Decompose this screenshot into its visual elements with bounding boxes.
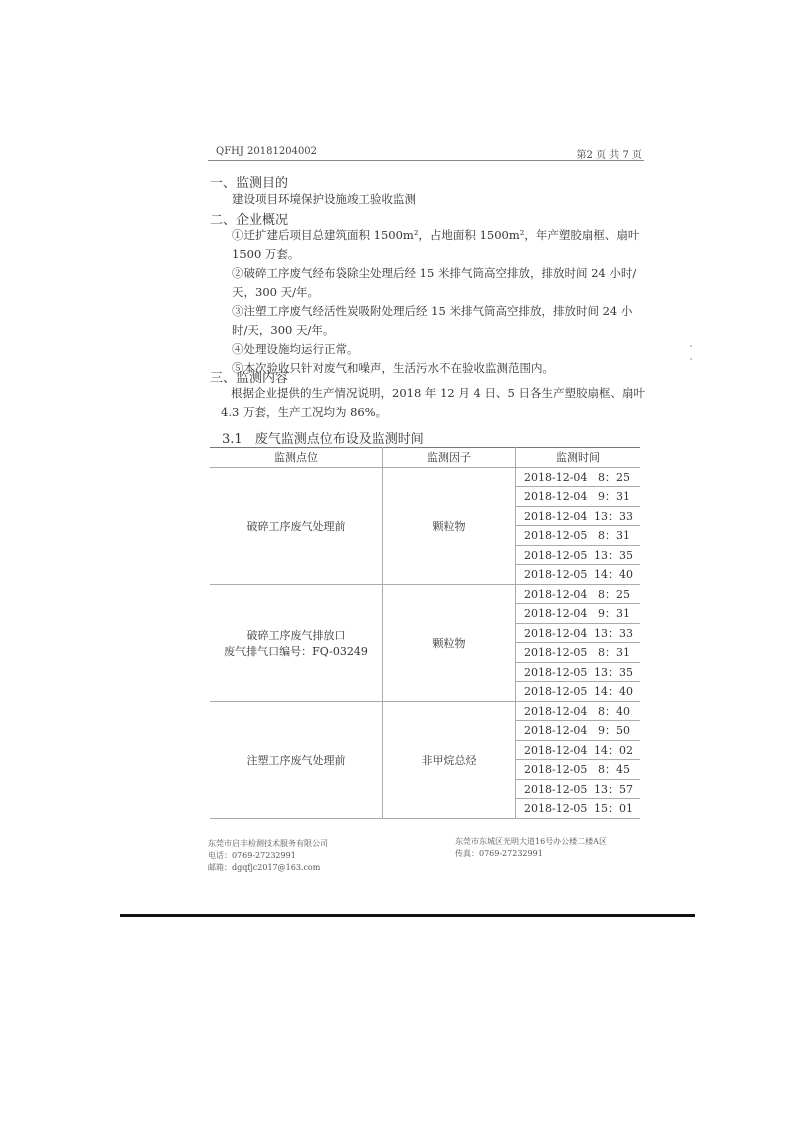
monitoring-date: 2018-12-04 xyxy=(524,724,588,738)
monitoring-time-cell xyxy=(516,604,641,624)
monitoring-clock-time: 9：31 xyxy=(598,607,630,621)
monitoring-factor-cell: 颗粒物 xyxy=(383,467,516,584)
monitoring-clock-time: 14：40 xyxy=(594,685,633,699)
monitoring-clock-time: 13：57 xyxy=(594,782,633,796)
page-bottom-rule xyxy=(120,914,695,917)
footer-company: 东莞市启丰检测技术服务有限公司 xyxy=(208,839,328,848)
monitoring-table xyxy=(210,447,640,819)
footer-left xyxy=(208,838,328,874)
page-header xyxy=(208,146,644,161)
monitoring-time-cell xyxy=(516,545,641,565)
footer-address: 东莞市东城区光明大道16号办公楼二楼A区 xyxy=(455,837,607,846)
monitoring-clock-time: 14：02 xyxy=(594,743,633,757)
monitoring-clock-time: 8：31 xyxy=(598,529,630,543)
doc-number: QFHJ 20181204002 xyxy=(216,146,318,157)
monitoring-date: 2018-12-05 xyxy=(524,529,588,543)
monitoring-point-cell xyxy=(210,701,383,818)
section-1-text: 建设项目环境保护设施竣工验收监测 xyxy=(232,192,416,206)
monitoring-date: 2018-12-04 xyxy=(524,470,588,484)
monitoring-clock-time: 8：25 xyxy=(598,470,630,484)
monitoring-time-cell xyxy=(516,487,641,507)
monitoring-clock-time: 13：33 xyxy=(594,509,633,523)
section-1-title: 一、监测目的 xyxy=(210,176,289,191)
section-2-title: 二、企业概况 xyxy=(210,213,289,228)
monitoring-date: 2018-12-05 xyxy=(524,685,588,699)
monitoring-time-cell xyxy=(516,682,641,702)
monitoring-date: 2018-12-05 xyxy=(524,646,588,660)
monitoring-time-cell xyxy=(516,662,641,682)
monitoring-time-cell xyxy=(516,701,641,721)
monitoring-date: 2018-12-05 xyxy=(524,782,588,796)
page-indicator: 第2 页 共 7 页 xyxy=(576,150,642,161)
scan-speck xyxy=(690,358,692,360)
subsection-title xyxy=(222,428,436,447)
monitoring-time-cell xyxy=(516,740,641,760)
header-factor: 监测因子 xyxy=(383,448,516,468)
monitoring-date: 2018-12-05 xyxy=(524,665,588,679)
section-2-item-1: ①迁扩建后项目总建筑面积 1500m²，占地面积 1500m²，年产塑胶扇框、扇叶 1500 万套。 xyxy=(232,228,640,261)
monitoring-date: 2018-12-04 xyxy=(524,587,588,601)
section-2-item-3: ③注塑工序废气经活性炭吸附处理后经 15 米排气筒高空排放，排放时间 24 小时/天，300 天/年。 xyxy=(232,304,633,337)
monitoring-time-cell xyxy=(516,584,641,604)
footer-phone: 电话：0769-27232991 xyxy=(208,851,296,860)
section-2-item-4: ④处理设施均运行正常。 xyxy=(232,342,359,356)
monitoring-date: 2018-12-04 xyxy=(524,743,588,757)
table-row xyxy=(210,701,640,721)
section-2-item-2: ②破碎工序废气经布袋除尘处理后经 15 米排气筒高空排放，排放时间 24 小时/天，300 天/年。 xyxy=(232,266,637,299)
section-2-item-5: ⑤本次验收只针对废气和噪声，生活污水不在验收监测范围内。 xyxy=(232,361,554,375)
monitoring-time-cell xyxy=(516,467,641,487)
header-time: 监测时间 xyxy=(516,448,641,468)
monitoring-factor-cell: 非甲烷总烃 xyxy=(383,701,516,818)
monitoring-date: 2018-12-05 xyxy=(524,568,588,582)
monitoring-point-name: 破碎工序废气排放口 xyxy=(246,628,346,642)
monitoring-time-cell xyxy=(516,565,641,585)
monitoring-point-name: 注塑工序废气处理前 xyxy=(246,753,346,767)
footer-email: 邮箱：dgqfjc2017@163.com xyxy=(208,863,321,872)
monitoring-clock-time: 9：31 xyxy=(598,490,630,504)
monitoring-date: 2018-12-04 xyxy=(524,607,588,621)
monitoring-clock-time: 9：50 xyxy=(598,724,630,738)
monitoring-factor-cell: 颗粒物 xyxy=(383,584,516,701)
footer-right xyxy=(455,836,607,860)
section-3-text: 根据企业提供的生产情况说明，2018 年 12 月 4 日、5 日各生产塑胶扇框、扇叶 4.3 万套，生产工况均为 86%。 xyxy=(221,386,645,419)
monitoring-date: 2018-12-04 xyxy=(524,490,588,504)
monitoring-clock-time: 13：35 xyxy=(594,665,633,679)
scan-speck xyxy=(690,345,692,347)
monitoring-clock-time: 15：01 xyxy=(594,802,633,816)
monitoring-clock-time: 8：40 xyxy=(598,704,630,718)
monitoring-clock-time: 14：40 xyxy=(594,568,633,582)
table-row xyxy=(210,584,640,604)
header-point: 监测点位 xyxy=(210,448,383,468)
monitoring-time-cell xyxy=(516,506,641,526)
monitoring-time-cell xyxy=(516,623,641,643)
monitoring-date: 2018-12-04 xyxy=(524,626,588,640)
monitoring-time-cell xyxy=(516,721,641,741)
footer-fax: 传真：0769-27232991 xyxy=(455,849,543,858)
monitoring-date: 2018-12-05 xyxy=(524,763,588,777)
monitoring-point-code: 废气排气口编号：FQ-03249 xyxy=(224,644,368,658)
monitoring-point-cell xyxy=(210,467,383,584)
monitoring-date: 2018-12-04 xyxy=(524,704,588,718)
table-header-row xyxy=(210,448,640,468)
monitoring-clock-time: 13：35 xyxy=(594,548,633,562)
monitoring-time-cell xyxy=(516,643,641,663)
monitoring-clock-time: 8：25 xyxy=(598,587,630,601)
subsection-label: 废气监测点位布设及监测时间 xyxy=(254,432,424,447)
monitoring-time-cell xyxy=(516,526,641,546)
monitoring-date: 2018-12-04 xyxy=(524,509,588,523)
monitoring-clock-time: 13：33 xyxy=(594,626,633,640)
monitoring-date: 2018-12-05 xyxy=(524,802,588,816)
monitoring-time-cell xyxy=(516,799,641,819)
monitoring-date: 2018-12-05 xyxy=(524,548,588,562)
table-row xyxy=(210,467,640,487)
subsection-number: 3.1 xyxy=(222,432,243,447)
section-3-title: 三、监测内容 xyxy=(210,371,289,386)
monitoring-clock-time: 8：31 xyxy=(598,646,630,660)
monitoring-time-cell xyxy=(516,760,641,780)
monitoring-time-cell xyxy=(516,779,641,799)
monitoring-point-cell xyxy=(210,584,383,701)
monitoring-clock-time: 8：45 xyxy=(598,763,630,777)
monitoring-point-name: 破碎工序废气处理前 xyxy=(246,519,346,533)
